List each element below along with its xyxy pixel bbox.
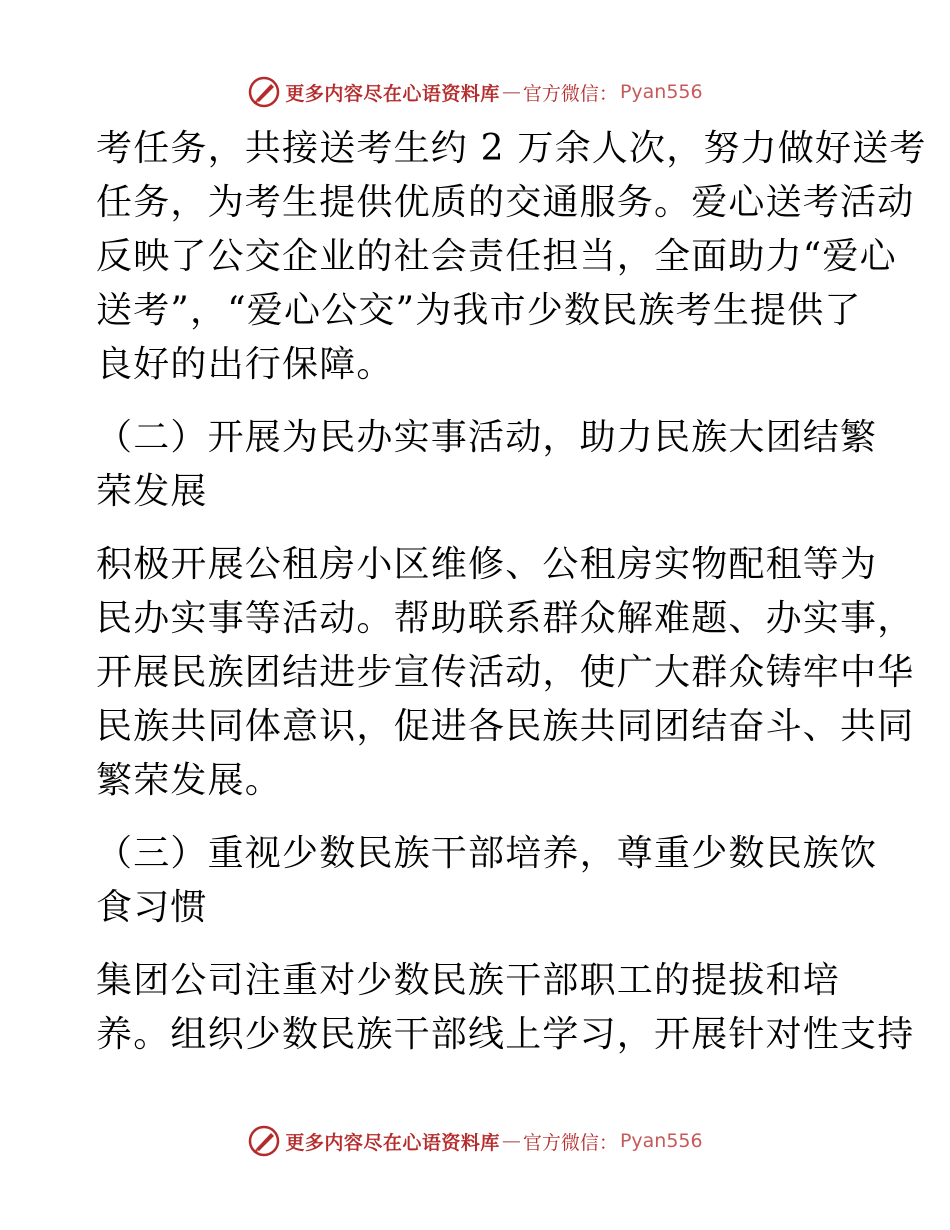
watermark-separator: —	[501, 1130, 521, 1152]
text-line: 良好的出行保障。	[96, 344, 394, 385]
document-body	[96, 122, 927, 1062]
watermark-wechat-label: 官方微信：	[522, 82, 618, 105]
footer-watermark	[0, 1121, 950, 1161]
watermark-wechat-label: 官方微信：	[522, 1131, 618, 1154]
text-line: 繁荣发展。	[96, 760, 283, 801]
watermark-wechat-id: Pyan556	[619, 81, 703, 103]
paragraph-2	[96, 538, 915, 808]
paragraph-3	[96, 954, 915, 1062]
text-line: 民办实事等活动。帮助联系群众解难题、办实事，	[96, 598, 915, 639]
text-line: 集团公司注重对少数民族干部职工的提拔和培	[96, 960, 841, 1001]
quill-pen-logo-icon	[247, 75, 281, 109]
text-line: 民族共同体意识，促进各民族共同团结奋斗、共同	[96, 706, 915, 747]
heading-line: （二）开展为民办实事活动，助力民族大团结繁	[96, 417, 878, 458]
paragraph-1	[96, 122, 927, 392]
section-heading-2	[96, 411, 878, 519]
section-heading-3	[96, 827, 878, 935]
text-line: 养。组织少数民族干部线上学习，开展针对性支持	[96, 1014, 915, 1055]
heading-line: （三）重视少数民族干部培养，尊重少数民族饮	[96, 833, 878, 874]
watermark-main-text: 更多内容尽在心语资料库	[285, 82, 500, 105]
text-line: 送考”，“爱心公交”为我市少数民族考生提供了	[96, 290, 862, 331]
quill-pen-logo-icon	[247, 1124, 281, 1158]
text-line: 反映了公交企业的社会责任担当，全面助力“爱心	[96, 236, 897, 277]
text-line: 开展民族团结进步宣传活动，使广大群众铸牢中华	[96, 652, 915, 693]
heading-line: 食习惯	[96, 887, 208, 928]
watermark-main-text: 更多内容尽在心语资料库	[285, 1131, 500, 1154]
text-line: 任务，为考生提供优质的交通服务。爱心送考活动	[96, 182, 915, 223]
watermark-wechat-id: Pyan556	[619, 1130, 703, 1152]
text-line: 考任务，共接送考生约 2 万余人次，努力做好送考	[96, 128, 927, 169]
watermark-separator: —	[501, 81, 521, 103]
header-watermark	[0, 72, 950, 112]
text-line: 积极开展公租房小区维修、公租房实物配租等为	[96, 544, 878, 585]
heading-line: 荣发展	[96, 471, 208, 512]
